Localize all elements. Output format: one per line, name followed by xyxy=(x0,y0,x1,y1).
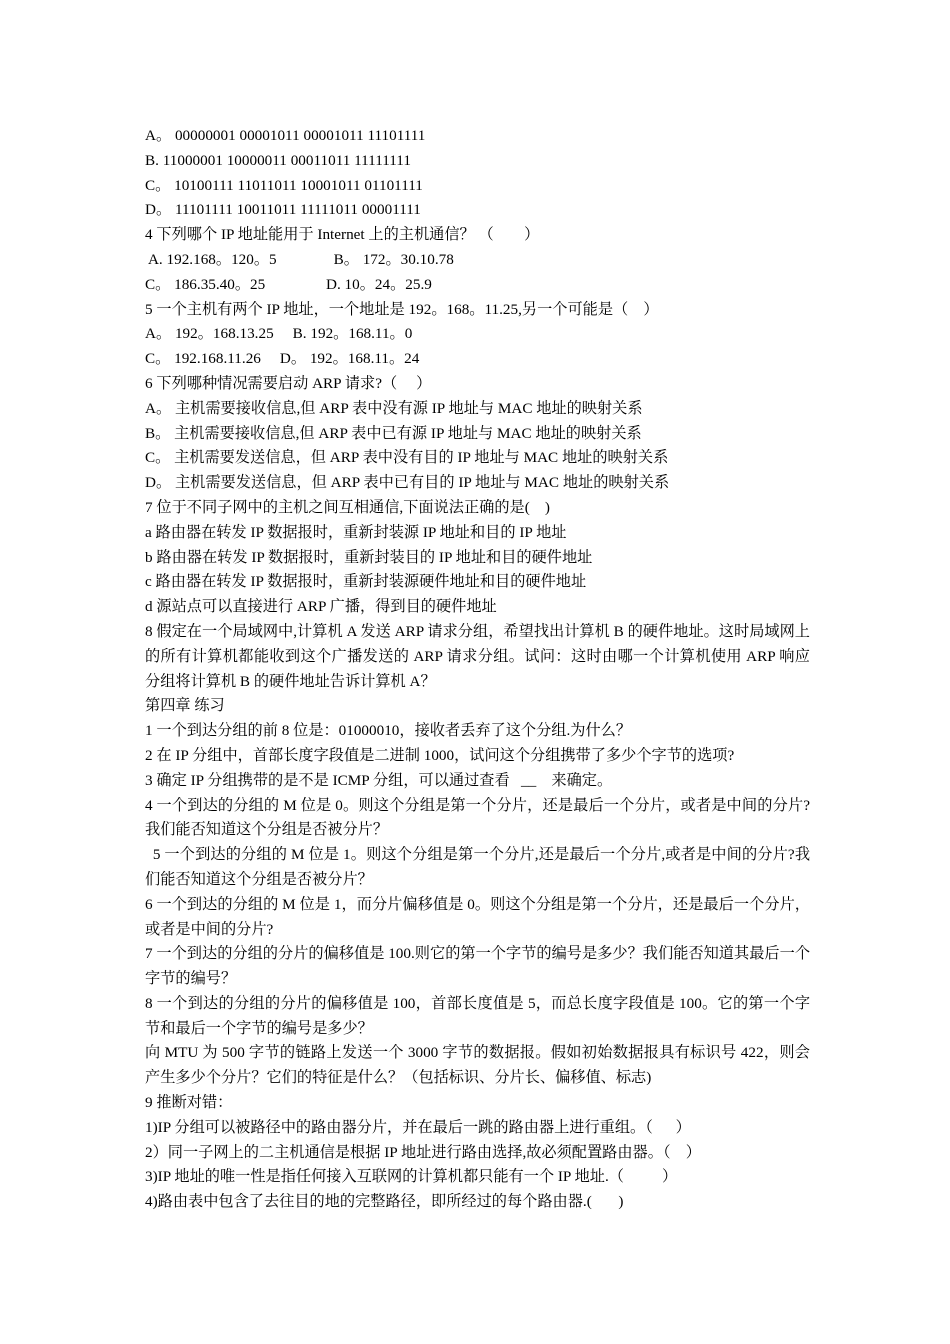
exercise-3: 3 确定 IP 分组携带的是不是 ICMP 分组，可以通过查看 __ 来确定。 xyxy=(145,771,613,789)
true-false-4: 4)路由表中包含了去往目的地的完整路径，即所经过的每个路由器.( ) xyxy=(145,1193,624,1211)
option-c-binary: C。 10100111 11011011 10001011 01101111 xyxy=(145,176,423,194)
exercise-4: 4 一个到达的分组的 M 位是 0。则这个分组是第一个分片，还是最后一个分片，或者是中间的分片?我们能否知道这个分组是否被分片？ xyxy=(145,796,810,839)
exercise-8: 8 一个到达的分组的分片的偏移值是 100，首部长度值是 5，而总长度字段值是 100。它的第一个字节和最后一个字节的编号是多少？ xyxy=(145,994,810,1037)
option-b-binary: B. 11000001 10000011 00011011 11111111 xyxy=(145,151,411,169)
question-7-option-c: c 路由器在转发 IP 数据报时，重新封装源硬件地址和目的硬件地址 xyxy=(145,573,587,591)
question-6: 6 下列哪种情况需要启动 ARP 请求?（ ） xyxy=(145,374,432,392)
true-false-1: 1)IP 分组可以被路径中的路由器分片，并在最后一跳的路由器上进行重组。（ ） xyxy=(145,1118,691,1136)
exercise-5: 5 一个到达的分组的 M 位是 1。则这个分组是第一个分片,还是最后一个分片,或者是中间的分片?我们能否知道这个分组是否被分片？ xyxy=(145,846,811,888)
true-false-3: 3)IP 地址的唯一性是指任何接入互联网的计算机都只能有一个 IP 地址.（ ） xyxy=(145,1168,678,1186)
exercise-6: 6 一个到达的分组的 M 位是 1，而分片偏移值是 0。则这个分组是第一个分片，还是最后一个分片，或者是中间的分片? xyxy=(145,895,810,938)
exercise-9-heading: 9 推断对错： xyxy=(145,1094,233,1112)
question-4-options-cd: C。 186.35.40。25 D. 10。24。25.9 xyxy=(145,275,432,293)
question-5: 5 一个主机有两个 IP 地址，一个地址是 192。168。11.25,另一个可能是（ ） xyxy=(145,300,659,318)
option-a-binary: A。 00000001 00001011 00001011 11101111 xyxy=(145,127,426,144)
exercise-2: 2 在 IP 分组中，首部长度字段值是二进制 1000，试问这个分组携带了多少个字节的选项? xyxy=(145,746,735,764)
exercise-fragmentation: 向 MTU 为 500 字节的链路上发送一个 3000 字节的数据报。假如初始数据报具有标识号 422，则会产生多少个分片？它们的特征是什么？（包括标识、分片长、偏移值、标志) xyxy=(145,1044,810,1087)
chapter-4-heading: 第四章 练习 xyxy=(145,697,225,715)
question-5-options-cd: C。 192.168.11.26 D。 192。168.11。24 xyxy=(145,350,420,368)
question-4-options-ab: A. 192.168。120。5 B。 172。30.10.78 xyxy=(145,250,454,268)
document-body xyxy=(145,124,810,1215)
question-8-arp: 8 假定在一个局域网中,计算机 A 发送 ARP 请求分组，希望找出计算机 B 的硬件地址。这时局域网上的所有计算机都能收到这个广播发送的 ARP 请求分组。试问：这时由哪一个计算机使用 ARP 响应分组将计算机 B 的硬件地址告诉计算机 A？ xyxy=(145,622,810,690)
question-6-option-a: A。 主机需要接收信息,但 ARP 表中没有源 IP 地址与 MAC 地址的映射关系 xyxy=(145,399,643,417)
question-5-options-ab: A。 192。168.13.25 B. 192。168.11。0 xyxy=(145,325,413,343)
exercise-7: 7 一个到达的分组的分片的偏移值是 100.则它的第一个字节的编号是多少？我们能否知道其最后一个字节的编号？ xyxy=(145,945,810,988)
true-false-2: 2）同一子网上的二主机通信是根据 IP 地址进行路由选择,故必须配置路由器。（ ） xyxy=(145,1143,701,1161)
question-7-option-b: b 路由器在转发 IP 数据报时，重新封装目的 IP 地址和目的硬件地址 xyxy=(145,548,593,566)
question-6-option-d: D。 主机需要发送信息，但 ARP 表中已有目的 IP 地址与 MAC 地址的映射关系 xyxy=(145,474,670,492)
exercise-1: 1 一个到达分组的前 8 位是：01000010，接收者丢弃了这个分组.为什么？ xyxy=(145,722,631,740)
question-7: 7 位于不同子网中的主机之间互相通信,下面说法正确的是( ) xyxy=(145,498,550,516)
question-7-option-d: d 源站点可以直接进行 ARP 广播，得到目的硬件地址 xyxy=(145,598,497,616)
question-6-option-c: C。 主机需要发送信息，但 ARP 表中没有目的 IP 地址与 MAC 地址的映射关系 xyxy=(145,449,669,467)
question-6-option-b: B。 主机需要接收信息,但 ARP 表中已有源 IP 地址与 MAC 地址的映射关系 xyxy=(145,424,642,442)
option-d-binary: D。 11101111 10011011 11111011 00001111 xyxy=(145,201,421,219)
question-7-option-a: a 路由器在转发 IP 数据报时，重新封装源 IP 地址和目的 IP 地址 xyxy=(145,523,567,541)
question-4: 4 下列哪个 IP 地址能用于 Internet 上的主机通信？ （ ） xyxy=(145,226,540,244)
